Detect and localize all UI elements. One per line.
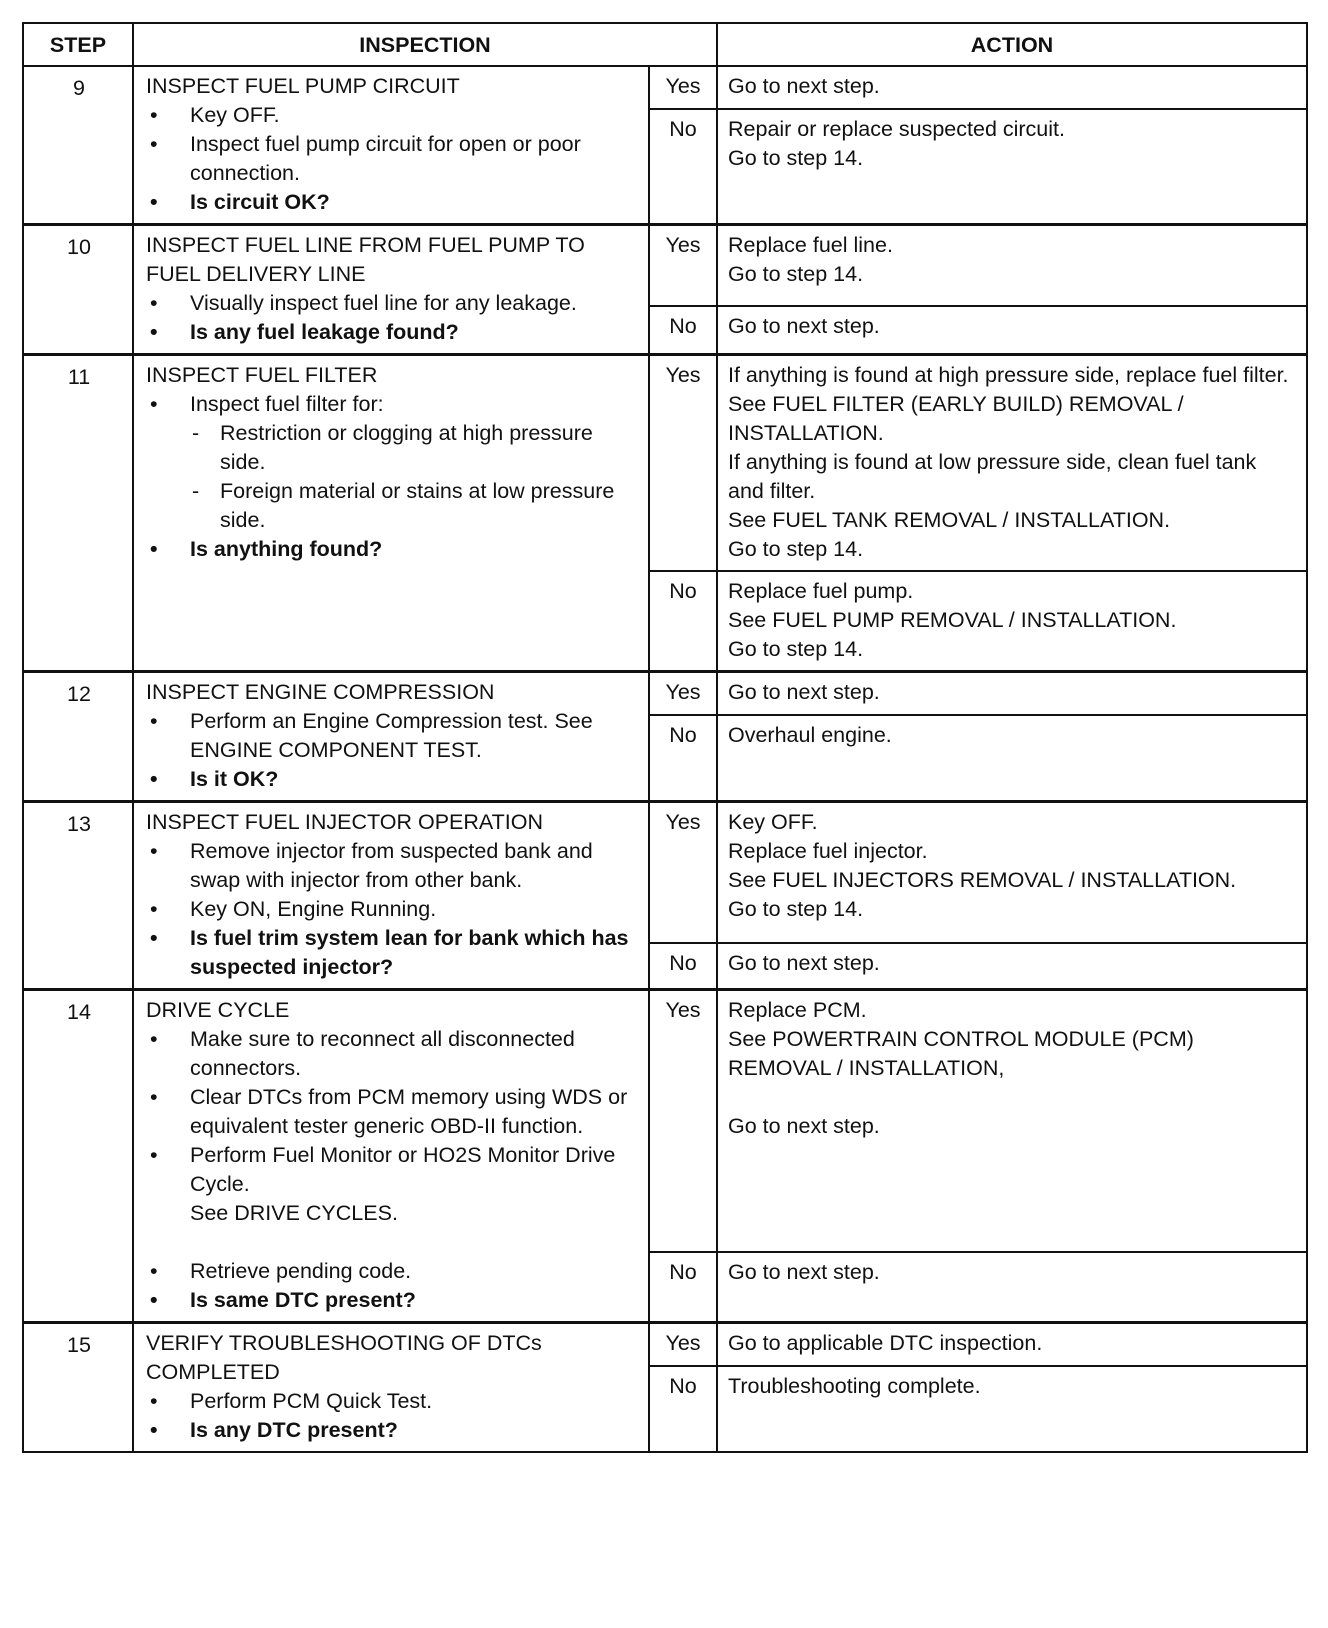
no-action — [717, 571, 1307, 672]
inspection-question: • Is any DTC present? — [146, 1416, 638, 1445]
no-label: No — [649, 306, 717, 354]
action-line: Key OFF. — [728, 810, 818, 834]
yes-label: Yes — [649, 1323, 717, 1367]
step-inspection — [133, 355, 649, 672]
inspection-title: INSPECT FUEL PUMP CIRCUIT — [146, 74, 460, 98]
inspection-title: INSPECT ENGINE COMPRESSION — [146, 680, 495, 704]
yes-action — [717, 1323, 1307, 1367]
yes-action — [717, 672, 1307, 716]
yes-action — [717, 225, 1307, 307]
action-line: See FUEL TANK REMOVAL / INSTALLATION. — [728, 508, 1171, 532]
step-inspection — [133, 802, 649, 990]
no-action — [717, 715, 1307, 802]
header-row — [23, 23, 1307, 66]
inspection-item: • Retrieve pending code. — [146, 1257, 638, 1286]
action-line: Replace fuel pump. — [728, 579, 914, 603]
no-label: No — [649, 715, 717, 802]
inspection-question: • Is circuit OK? — [146, 188, 638, 217]
yes-label: Yes — [649, 225, 717, 307]
header-action: ACTION — [717, 23, 1307, 66]
step-11-yes-row — [23, 355, 1307, 572]
inspection-question: • Is fuel trim system lean for bank which has suspected injector? — [146, 924, 638, 982]
action-line: Replace PCM. — [728, 998, 867, 1022]
step-inspection — [133, 225, 649, 355]
action-line: Go to step 14. — [728, 537, 864, 561]
step-inspection — [133, 66, 649, 225]
step-9-yes-row — [23, 66, 1307, 109]
header-step: STEP — [23, 23, 133, 66]
inspection-subitem: - Restriction or clogging at high pressure side. — [190, 419, 638, 477]
inspection-title: INSPECT FUEL INJECTOR OPERATION — [146, 810, 544, 834]
step-number: 13 — [23, 802, 133, 990]
action-line: Go to step 14. — [728, 897, 864, 921]
inspection-title: DRIVE CYCLE — [146, 998, 290, 1022]
inspection-item-reference: See DRIVE CYCLES. — [190, 1201, 398, 1225]
inspection-item: • Key ON, Engine Running. — [146, 895, 638, 924]
header-inspection: INSPECTION — [133, 23, 717, 66]
step-15-yes-row — [23, 1323, 1307, 1367]
yes-label: Yes — [649, 672, 717, 716]
no-action — [717, 1252, 1307, 1322]
inspection-item: • Key OFF. — [146, 101, 638, 130]
action-line: See POWERTRAIN CONTROL MODULE (PCM) REMOVAL / INSTALLATION, — [728, 1027, 1194, 1080]
yes-action — [717, 802, 1307, 944]
inspection-question: • Is any fuel leakage found? — [146, 318, 638, 347]
action-line: Go to next step. — [728, 680, 880, 704]
no-label: No — [649, 109, 717, 225]
action-line: Troubleshooting complete. — [728, 1374, 981, 1398]
inspection-item-text: • Inspect fuel filter for: — [190, 392, 384, 416]
yes-label: Yes — [649, 66, 717, 109]
no-label: No — [649, 1366, 717, 1452]
action-line: Go to applicable DTC inspection. — [728, 1331, 1043, 1355]
step-number: 12 — [23, 672, 133, 802]
inspection-item: • Clear DTCs from PCM memory using WDS or equivalent tester generic OBD-II function. — [146, 1083, 638, 1141]
inspection-item-text: • Perform Fuel Monitor or HO2S Monitor Drive Cycle. — [190, 1143, 616, 1196]
inspection-item: • Inspect fuel pump circuit for open or poor connection. — [146, 130, 638, 188]
inspection-item: • Visually inspect fuel line for any leakage. — [146, 289, 638, 318]
action-line: Go to next step. — [728, 1260, 880, 1285]
inspection-item: • Make sure to reconnect all disconnected connectors. — [146, 1025, 638, 1083]
step-inspection — [133, 990, 649, 1323]
inspection-subitem: - Foreign material or stains at low pressure side. — [190, 477, 638, 535]
step-number: 10 — [23, 225, 133, 355]
action-line: See FUEL PUMP REMOVAL / INSTALLATION. — [728, 608, 1177, 632]
no-label: No — [649, 571, 717, 672]
step-number: 15 — [23, 1323, 133, 1453]
action-line: Go to next step. — [728, 74, 880, 98]
action-line: Overhaul engine. — [728, 723, 892, 747]
inspection-question: • Is anything found? — [146, 535, 638, 564]
yes-action — [717, 990, 1307, 1253]
yes-label: Yes — [649, 990, 717, 1253]
yes-action — [717, 355, 1307, 572]
step-number: 11 — [23, 355, 133, 672]
action-line: Replace fuel line. — [728, 233, 893, 257]
action-line: Go to step 14. — [728, 637, 864, 661]
action-line: See FUEL INJECTORS REMOVAL / INSTALLATION. — [728, 868, 1237, 892]
step-number: 9 — [23, 66, 133, 225]
inspection-item — [146, 1141, 638, 1257]
yes-action — [717, 66, 1307, 109]
step-10-yes-row — [23, 225, 1307, 307]
no-action — [717, 943, 1307, 989]
action-line: Go to next step. — [728, 1114, 880, 1138]
action-line: Repair or replace suspected circuit. — [728, 117, 1065, 141]
inspection-title: INSPECT FUEL LINE FROM FUEL PUMP TO FUEL DELIVERY LINE — [146, 233, 585, 286]
no-action — [717, 109, 1307, 225]
action-line: See FUEL FILTER (EARLY BUILD) REMOVAL / INSTALLATION. — [728, 392, 1184, 445]
action-line: If anything is found at low pressure side, clean fuel tank and filter. — [728, 450, 1257, 503]
action-line: Replace fuel injector. — [728, 839, 928, 863]
action-line: If anything is found at high pressure side, replace fuel filter. — [728, 363, 1289, 387]
step-14-yes-row — [23, 990, 1307, 1253]
no-label: No — [649, 1252, 717, 1322]
yes-label: Yes — [649, 355, 717, 572]
action-line: Go to step 14. — [728, 262, 864, 286]
step-12-yes-row — [23, 672, 1307, 716]
inspection-question: • Is same DTC present? — [146, 1286, 638, 1315]
step-number: 14 — [23, 990, 133, 1323]
action-line: Go to next step. — [728, 314, 880, 339]
troubleshooting-table — [22, 22, 1308, 1453]
yes-label: Yes — [649, 802, 717, 944]
inspection-item: • Perform an Engine Compression test. See ENGINE COMPONENT TEST. — [146, 707, 638, 765]
inspection-question: • Is it OK? — [146, 765, 638, 794]
step-inspection — [133, 672, 649, 802]
inspection-item: • Remove injector from suspected bank and swap with injector from other bank. — [146, 837, 638, 895]
no-action — [717, 1366, 1307, 1452]
no-action — [717, 306, 1307, 354]
step-13-yes-row — [23, 802, 1307, 944]
inspection-title: VERIFY TROUBLESHOOTING OF DTCs COMPLETED — [146, 1331, 542, 1384]
action-line: Go to step 14. — [728, 146, 864, 170]
no-label: No — [649, 943, 717, 989]
document-page — [22, 22, 1306, 1453]
inspection-item — [146, 390, 638, 535]
inspection-title: INSPECT FUEL FILTER — [146, 363, 378, 387]
step-inspection — [133, 1323, 649, 1453]
inspection-item: • Perform PCM Quick Test. — [146, 1387, 638, 1416]
action-line: Go to next step. — [728, 951, 880, 976]
